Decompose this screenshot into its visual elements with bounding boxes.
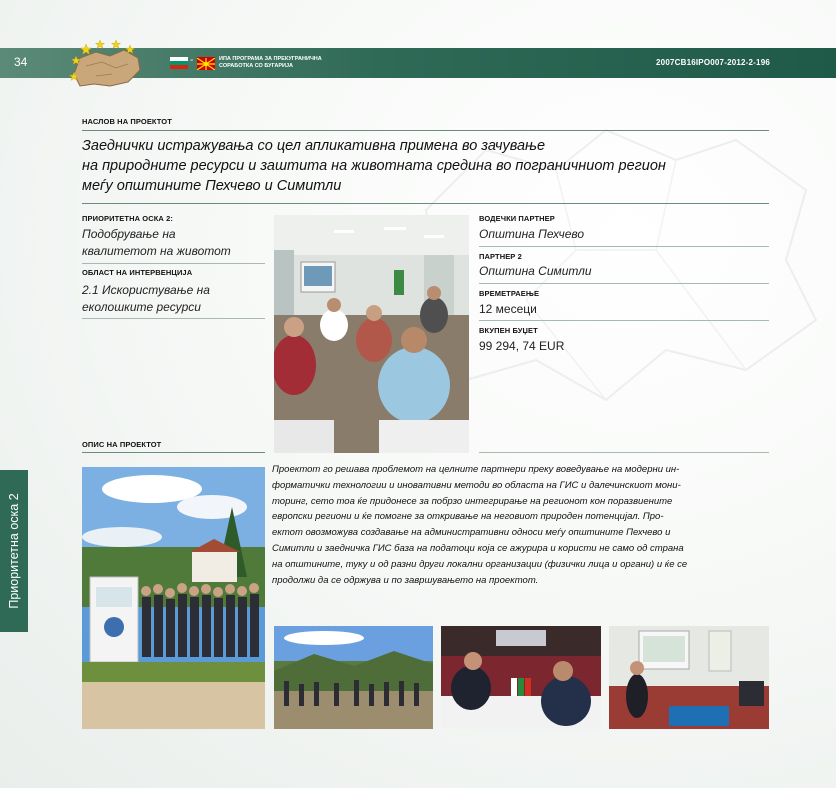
description-line: европски региони и ќе помогне за откривање на неговиот природен потенцијал. Про- (272, 511, 664, 523)
project-title (82, 136, 772, 196)
description-line: Симитли и заедничка ГИС база на податоци која се ажурира и користи не само од страна (272, 542, 684, 554)
lead-partner-label: ВОДЕЧКИ ПАРТНЕР (479, 214, 555, 223)
side-tab-label: Приоритетна оска 2 (7, 493, 21, 609)
lead-partner-value: Општина Пехчево (479, 227, 585, 241)
description-right-rule (479, 452, 769, 453)
project-description (272, 462, 769, 588)
project-title-line: меѓу општините Пехчево и Симитли (82, 178, 342, 194)
photo-presentation (609, 626, 769, 729)
description-line: на општините, туку и од разни други локални организации (физички лица и органи) и ќе се (272, 558, 688, 570)
intervention-area-line: еколошките ресурси (82, 300, 201, 314)
priority-axis-value (82, 226, 231, 260)
description-line: форматички технологии и иновативни методи во областа на ГИС и далечинскиот мони- (272, 479, 681, 491)
description-left-rule (82, 452, 265, 453)
intervention-area-line: 2.1 Искористување на (82, 283, 210, 297)
macedonia-flag-icon (197, 57, 215, 69)
project-title-line: на природните ресурси и заштита на животната средина во пограничниот регион (82, 158, 666, 174)
region-map-logo (66, 36, 148, 94)
photo-signing (441, 626, 601, 729)
photo-outdoor-group (82, 467, 265, 729)
priority-axis-line: квалитетот на животот (82, 244, 231, 258)
lead-partner-rule (479, 246, 769, 247)
photo-field-visit (274, 626, 433, 729)
bulgaria-flag-icon (170, 57, 188, 69)
priority-axis-rule (82, 263, 265, 264)
programme-name: ИПА ПРОГРАМА ЗА ПРЕКУГРАНИЧНА СОРАБОТКА СО БУГАРИЈА (219, 56, 322, 69)
description-label: ОПИС НА ПРОЕКТОТ (82, 440, 162, 449)
title-bottom-rule (82, 203, 769, 204)
budget-label: ВКУПЕН БУЏЕТ (479, 326, 538, 335)
intervention-area-value (82, 282, 210, 316)
description-line: Проектот го решава проблемот на целните партнери преку воведување на модерни ин- (272, 464, 680, 475)
budget-value: 99 294, 74 EUR (479, 339, 565, 353)
photo-seminar (274, 215, 469, 453)
partner2-rule (479, 283, 769, 284)
duration-value: 12 месеци (479, 302, 537, 316)
duration-label: ВРЕМЕТРАЕЊЕ (479, 289, 540, 298)
partner2-value: Општина Симитли (479, 264, 592, 278)
intervention-area-rule (82, 318, 265, 319)
flag-separator: - (190, 55, 194, 66)
description-line: торинг, сето тоа ќе придонесе за побрзо интегрирање на регионот кон поразвиените (272, 495, 673, 507)
duration-rule (479, 320, 769, 321)
intervention-area-label: ОБЛАСТ НА ИНТЕРВЕНЦИЈА (82, 268, 193, 277)
priority-axis-line: Подобрување на (82, 227, 176, 241)
title-top-rule (82, 130, 769, 131)
priority-axis-label: ПРИОРИТЕТНА ОСКА 2: (82, 214, 173, 223)
project-code: 2007CB16IPO007-2012-2-196 (656, 58, 770, 67)
partner2-label: ПАРТНЕР 2 (479, 252, 522, 261)
project-title-line: Заеднички истражувања со цел апликативна примена во зачување (82, 138, 546, 154)
title-label: НАСЛОВ НА ПРОЕКТОТ (82, 117, 172, 126)
page-number: 34 (14, 55, 28, 69)
description-line: ектот овозможува создавање на административни односи меѓу општините Пехчево и (272, 527, 671, 539)
description-line: продолжи да се одржува и по завршувањето на проектот. (272, 574, 539, 586)
priority-axis-side-tab (0, 470, 28, 632)
